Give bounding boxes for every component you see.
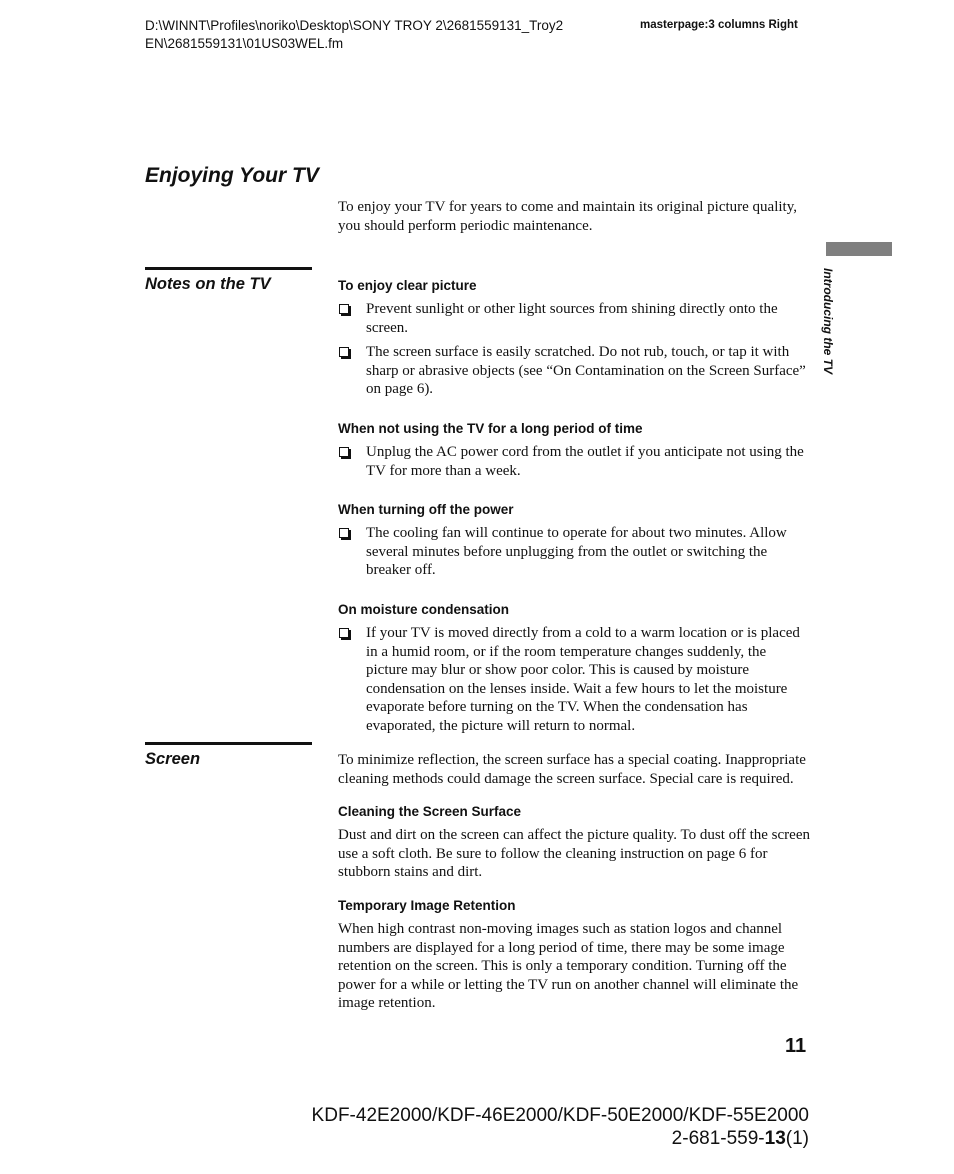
list-item-text: The screen surface is easily scratched. Do not rub, touch, or tap it with sharp or abrasive objects (see “On Contamination on the Screen Surface” on page 6). (366, 344, 806, 398)
list-item (338, 524, 810, 580)
screen-content (338, 751, 810, 1013)
notes-content (338, 277, 810, 742)
chapter-tab-label: Introducing the TV (821, 268, 835, 374)
file-path-line-2: EN\2681559131\01US03WEL.fm (145, 36, 344, 51)
list-item (338, 300, 810, 337)
masterpage-label: masterpage:3 columns Right (640, 19, 798, 31)
subheading: Cleaning the Screen Surface (338, 804, 522, 820)
subheading: When turning off the power (338, 502, 514, 518)
subheading: To enjoy clear picture (338, 278, 477, 293)
list-item-text: Prevent sunlight or other light sources from shining directly onto the screen. (366, 301, 778, 336)
part-number-prefix: 2-681-559- (671, 1128, 765, 1149)
checkbox-bullet-icon (339, 528, 349, 538)
part-number-suffix: (1) (785, 1128, 809, 1149)
intro-paragraph: To enjoy your TV for years to come and maintain its original picture quality, you should perform periodic maintenance. (338, 199, 797, 234)
list-item-text: The cooling fan will continue to operate for about two minutes. Allow several minutes before unplugging from the outlet or switching the breaker off. (366, 525, 787, 579)
list-item (338, 624, 810, 736)
list-item (338, 443, 810, 480)
file-path (145, 17, 563, 53)
subheading: Temporary Image Retention (338, 897, 516, 913)
model-numbers: KDF-42E2000/KDF-46E2000/KDF-50E2000/KDF-55E2000 (311, 1105, 809, 1126)
list-item-text: If your TV is moved directly from a cold to a warm location or is placed in a humid room, or if the room temperature changes suddenly, the picture may blur or show poor color. This is caused by moisture condensation on the lenses inside. Wait a few hours to let the moisture evaporate before turning on the TV. When the condensation has evaporated, the picture will return to normal. (366, 624, 800, 734)
section-rule-screen (145, 742, 312, 745)
part-number (672, 1128, 809, 1150)
subheading: On moisture condensation (338, 601, 510, 617)
retention-paragraph: When high contrast non-moving images such as station logos and channel numbers are displayed for a long period of time, there may be some image retention on the screen. This is only a temporary condition. Turning off the power for a while or letting the TV run on another channel will eliminate the image retention. (338, 920, 799, 1012)
list-item (338, 343, 810, 399)
page-number: 11 (785, 1035, 807, 1057)
checkbox-bullet-icon (339, 347, 349, 357)
section-rule-notes (145, 267, 312, 270)
checkbox-bullet-icon (339, 447, 349, 457)
list-item-text: Unplug the AC power cord from the outlet if you anticipate not using the TV for more than a week. (366, 443, 804, 479)
file-path-line-1: D:\WINNT\Profiles\noriko\Desktop\SONY TROY 2\2681559131_Troy2 (145, 18, 564, 33)
subheading: When not using the TV for a long period of time (338, 420, 643, 436)
cleaning-paragraph: Dust and dirt on the screen can affect the picture quality. To dust off the screen use a soft cloth. Be sure to follow the cleaning instruction on page 6 for stubborn stains and dirt. (338, 827, 810, 881)
section-title-notes: Notes on the TV (145, 275, 271, 293)
section-title-screen: Screen (145, 750, 201, 768)
page-title: Enjoying Your TV (145, 164, 319, 187)
part-number-bold: 13 (764, 1128, 786, 1149)
checkbox-bullet-icon (339, 628, 349, 638)
checkbox-bullet-icon (339, 304, 349, 314)
chapter-tab-bar (826, 242, 892, 256)
screen-intro: To minimize reflection, the screen surface has a special coating. Inappropriate cleaning methods could damage the screen surface. Special care is required. (338, 752, 806, 787)
